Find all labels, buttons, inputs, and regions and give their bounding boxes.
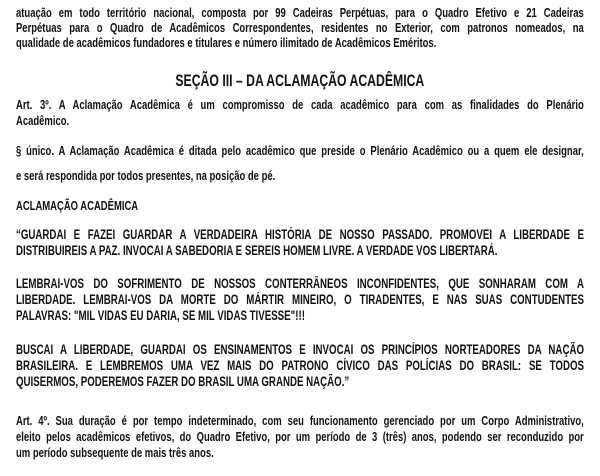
text-line: “GUARDAI E FAZEI GUARDAR A VERDADEIRA HISTÓRIA DE NOSSO PASSADO. PROMOVEI A LIBERDADE E <box>16 227 585 242</box>
text-line: um período subsequente de mais três anos. <box>16 446 214 460</box>
text-line: e será respondida por todos presentes, na posição de pé. <box>16 169 276 183</box>
section-heading <box>0 71 600 91</box>
aclamacao-title: ACLAMAÇÃO ACADÊMICA <box>16 199 139 213</box>
text-line: LEMBRAI-VOS DO SOFRIMENTO DE NOSSOS CONTERRÂNEOS INCONFIDENTES, QUE SONHARAM COM A <box>16 276 585 291</box>
text-line: Perpétuas para o Quadro de Acadêmicos Correspondentes, residentes no Exterior, com patronos nomeados, na <box>16 21 584 35</box>
text-line: Art. 4º. Sua duração é por tempo indeterminado, com seu funcionamento gerenciado por um Corpo Administrativo, <box>16 414 584 428</box>
text-line: PALAVRAS: "MIL VIDAS EU DARIA, SE MIL VIDAS TIVESSE"!!! <box>16 308 305 323</box>
text-line: Art. 3º. A Aclamação Acadêmica é um compromisso de cada acadêmico para com as finalidades do Plenário <box>16 98 584 112</box>
text-line: § único. A Aclamação Acadêmica é ditada pelo acadêmico que preside o Plenário Acadêmico ou a quem ele designar, <box>16 144 584 158</box>
text-line: Acadêmico. <box>16 114 70 128</box>
text-line: DISTRIBUIREIS A PAZ. INVOCAI A SABEDORIA E SEREIS HOMEM LIVRE. A VERDADE VOS LIBERTARÁ. <box>16 243 498 258</box>
text-line: eleito pelos acadêmicos efetivos, do Quadro Efetivo, por um período de 3 (três) anos, podendo ser reconduzido por <box>16 430 584 444</box>
text-line: atuação em todo território nacional, composta por 99 Cadeiras Perpétuas, para o Quadro Efetivo e 21 Cadeiras <box>16 6 584 20</box>
text-line: LIBERDADE. LEMBRAI-VOS DA MORTE DO MÁRTIR MINEIRO, O TIRADENTES, E NAS SUAS CONTUDENTES <box>16 292 585 307</box>
text-line: QUISERMOS, PODEREMOS FAZER DO BRASIL UMA GRANDE NAÇÃO.” <box>16 374 350 389</box>
section-heading-text: SEÇÃO III – DA ACLAMAÇÃO ACADÊMICA <box>175 71 425 90</box>
text-line: BUSCAI A LIBERDADE, GUARDAI OS ENSINAMENTOS E INVOCAI OS PRINCÍPIOS NORTEADORES DA NAÇÃO <box>16 342 585 357</box>
text-line: BRASILEIRA. E LEMBREMOS UMA VEZ MAIS DO PATRONO CÍVICO DAS POLÍCIAS DO BRASIL: SE TODOS <box>16 358 585 373</box>
text-line: qualidade de acadêmicos fundadores e titulares e número ilimitado de Acadêmicos Eméritos. <box>16 36 437 50</box>
